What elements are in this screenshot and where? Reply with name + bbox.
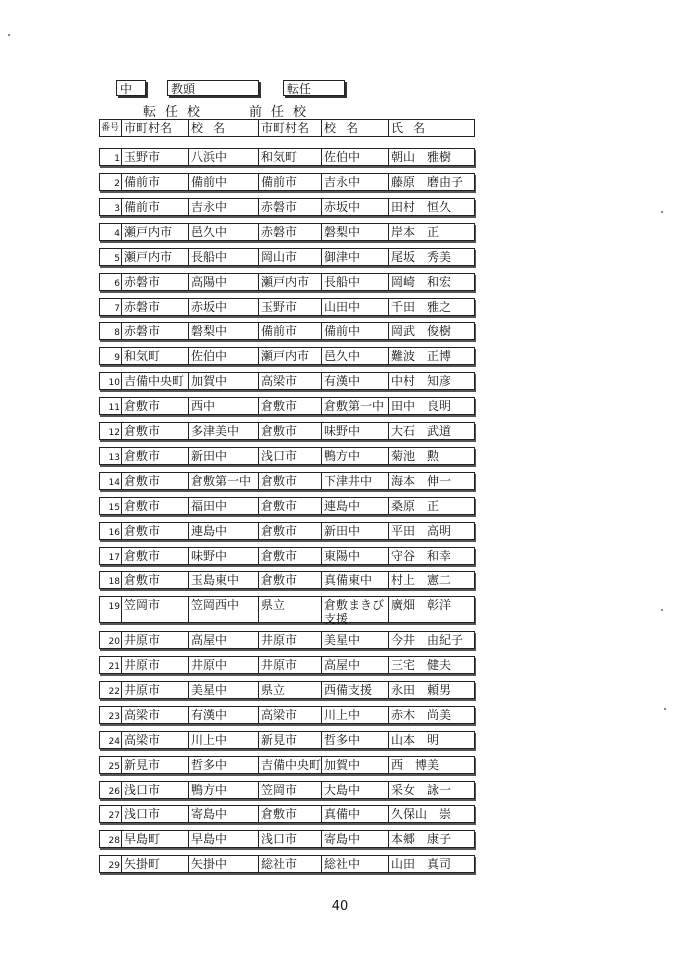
column-header-row (99, 119, 475, 137)
name-cell: 桑原 正 (388, 498, 474, 514)
name-cell: 田村 恒久 (388, 199, 474, 215)
prev-school-cell: 総社中 (321, 856, 388, 872)
table-row (99, 298, 475, 316)
table-row (99, 497, 475, 515)
prev-school-cell: 真備中 (321, 806, 388, 822)
prev-municipality-cell: 浅口市 (258, 831, 321, 847)
prev-school-cell: 山田中 (321, 299, 388, 315)
table-row (99, 522, 475, 540)
row-number: 11 (108, 403, 120, 413)
column-header-name: 氏名 (388, 120, 474, 136)
prev-municipality-cell: 玉野市 (258, 299, 321, 315)
name-cell: 千田 雅之 (388, 299, 474, 315)
row-number: 2 (114, 179, 120, 189)
new-municipality-cell: 高梁市 (121, 707, 188, 723)
row-number: 22 (108, 687, 120, 697)
new-school-cell: 新田中 (188, 448, 258, 464)
prev-school-cell: 真備東中 (321, 572, 388, 588)
new-municipality-cell: 赤磐市 (121, 299, 188, 315)
row-number: 3 (114, 204, 120, 214)
new-school-cell: 西中 (188, 398, 258, 414)
table-row (99, 830, 475, 848)
new-school-cell: 赤坂中 (188, 299, 258, 315)
name-cell: 岡武 俊樹 (388, 323, 474, 339)
table-row (99, 805, 475, 823)
table-row (99, 681, 475, 699)
new-municipality-cell: 赤磐市 (121, 274, 188, 290)
prev-school-cell: 倉敷第一中 (321, 398, 388, 414)
row-number: 16 (108, 528, 120, 538)
position-box: 教頭 (167, 80, 259, 96)
prev-school-cell: 御津中 (321, 249, 388, 265)
new-school-cell: 高屋中 (188, 632, 258, 648)
row-number: 7 (114, 304, 120, 314)
new-school-cell: 味野中 (188, 548, 258, 564)
prev-school-cell: 赤坂中 (321, 199, 388, 215)
new-school-cell: 寄島中 (188, 806, 258, 822)
prev-municipality-cell: 笠岡市 (258, 782, 321, 798)
new-municipality-cell: 浅口市 (121, 782, 188, 798)
table-row (99, 472, 475, 490)
scan-speck (664, 708, 666, 710)
name-cell: 永田 頼男 (388, 682, 474, 698)
new-school-cell: 美星中 (188, 682, 258, 698)
prev-municipality-cell: 倉敷市 (258, 473, 321, 489)
prev-school-cell: 加賀中 (321, 757, 388, 773)
row-number: 17 (108, 553, 120, 563)
name-cell: 廣畑 彰洋 (388, 597, 474, 622)
table-row (99, 223, 475, 241)
prev-school-cell: 佐伯中 (321, 149, 388, 165)
prev-municipality-cell: 倉敷市 (258, 398, 321, 414)
new-school-cell: 哲多中 (188, 757, 258, 773)
new-school-section-label: 転任校 (143, 105, 210, 120)
table-row (99, 273, 475, 291)
name-cell: 中村 知彦 (388, 373, 474, 389)
column-header-number: 番号 (101, 123, 120, 133)
prev-school-cell: 連島中 (321, 498, 388, 514)
new-school-cell: 加賀中 (188, 373, 258, 389)
new-school-cell: 吉永中 (188, 199, 258, 215)
prev-school-cell: 鴨方中 (321, 448, 388, 464)
new-municipality-cell: 赤磐市 (121, 323, 188, 339)
new-municipality-cell: 浅口市 (121, 806, 188, 822)
row-number: 1 (114, 154, 120, 164)
new-school-cell: 高陽中 (188, 274, 258, 290)
row-number: 28 (108, 836, 120, 846)
new-municipality-cell: 早島町 (121, 831, 188, 847)
prev-school-cell: 西備支援 (321, 682, 388, 698)
row-number: 4 (114, 229, 120, 239)
table-row (99, 547, 475, 565)
prev-municipality-cell: 県立 (258, 682, 321, 698)
prev-municipality-cell: 浅口市 (258, 448, 321, 464)
prev-school-cell: 磐梨中 (321, 224, 388, 240)
table-row (99, 855, 475, 873)
prev-school-cell: 味野中 (321, 423, 388, 439)
prev-municipality-cell: 県立 (258, 597, 321, 622)
column-header-prev-municipality: 市町村名 (258, 120, 321, 136)
row-number: 14 (108, 478, 120, 488)
row-number: 10 (108, 378, 120, 388)
new-school-cell: 連島中 (188, 523, 258, 539)
new-municipality-cell: 倉敷市 (121, 423, 188, 439)
prev-municipality-cell: 高梁市 (258, 373, 321, 389)
prev-school-cell: 邑久中 (321, 348, 388, 364)
prev-municipality-cell: 井原市 (258, 632, 321, 648)
row-number: 29 (108, 861, 120, 871)
prev-municipality-cell: 備前市 (258, 323, 321, 339)
name-cell: 平田 高明 (388, 523, 474, 539)
table-row (99, 447, 475, 465)
row-number: 13 (108, 453, 120, 463)
name-cell: 尾坂 秀美 (388, 249, 474, 265)
prev-school-cell: 長船中 (321, 274, 388, 290)
row-number: 26 (108, 787, 120, 797)
row-number: 18 (108, 577, 120, 587)
name-cell: 今井 由紀子 (388, 632, 474, 648)
prev-municipality-cell: 倉敷市 (258, 498, 321, 514)
scan-speck (661, 211, 663, 213)
prev-municipality-cell: 倉敷市 (258, 548, 321, 564)
table-row (99, 397, 475, 415)
table-row (99, 198, 475, 216)
table-row (99, 756, 475, 774)
new-school-cell: 福田中 (188, 498, 258, 514)
prev-municipality-cell: 瀬戸内市 (258, 274, 321, 290)
new-municipality-cell: 井原市 (121, 632, 188, 648)
table-row (99, 322, 475, 340)
new-school-cell: 磐梨中 (188, 323, 258, 339)
new-school-cell: 備前中 (188, 174, 258, 190)
new-municipality-cell: 新見市 (121, 757, 188, 773)
row-number: 12 (108, 428, 120, 438)
prev-municipality-cell: 岡山市 (258, 249, 321, 265)
prev-school-cell: 哲多中 (321, 732, 388, 748)
prev-municipality-cell: 新見市 (258, 732, 321, 748)
previous-school-section-label: 前任校 (249, 105, 316, 120)
table-row (99, 347, 475, 365)
new-municipality-cell: 吉備中央町 (121, 373, 188, 389)
row-number: 19 (108, 602, 120, 612)
name-cell: 山本 明 (388, 732, 474, 748)
new-municipality-cell: 矢掛町 (121, 856, 188, 872)
name-cell: 本郷 康子 (388, 831, 474, 847)
prev-municipality-cell: 備前市 (258, 174, 321, 190)
row-number: 25 (108, 762, 120, 772)
new-municipality-cell: 備前市 (121, 199, 188, 215)
name-cell: 藤原 磨由子 (388, 174, 474, 190)
new-municipality-cell: 井原市 (121, 682, 188, 698)
new-municipality-cell: 倉敷市 (121, 523, 188, 539)
prev-municipality-cell: 倉敷市 (258, 806, 321, 822)
name-cell: 岡崎 和宏 (388, 274, 474, 290)
name-cell: 難波 正博 (388, 348, 474, 364)
new-municipality-cell: 高梁市 (121, 732, 188, 748)
new-municipality-cell: 倉敷市 (121, 398, 188, 414)
name-cell: 村上 憲二 (388, 572, 474, 588)
new-school-cell: 倉敷第一中 (188, 473, 258, 489)
name-cell: 海本 伸一 (388, 473, 474, 489)
name-cell: 久保山 崇 (388, 806, 474, 822)
new-school-cell: 邑久中 (188, 224, 258, 240)
table-row (99, 631, 475, 649)
prev-school-cell: 有漢中 (321, 373, 388, 389)
prev-municipality-cell: 和気町 (258, 149, 321, 165)
prev-municipality-cell: 赤磐市 (258, 224, 321, 240)
prev-school-cell: 大島中 (321, 782, 388, 798)
prev-municipality-cell: 吉備中央町 (258, 757, 321, 773)
name-cell: 菊池 勲 (388, 448, 474, 464)
name-cell: 守谷 和幸 (388, 548, 474, 564)
scan-speck (8, 34, 10, 36)
name-cell: 西 博美 (388, 757, 474, 773)
prev-municipality-cell: 井原市 (258, 657, 321, 673)
page-number: 40 (331, 899, 349, 914)
name-cell: 田中 良明 (388, 398, 474, 414)
table-row (99, 781, 475, 799)
school-level-box: 中 (116, 80, 146, 96)
prev-municipality-cell: 高梁市 (258, 707, 321, 723)
new-municipality-cell: 井原市 (121, 657, 188, 673)
prev-school-cell: 東陽中 (321, 548, 388, 564)
table-row (99, 372, 475, 390)
prev-municipality-cell: 倉敷市 (258, 423, 321, 439)
name-cell: 岸本 正 (388, 224, 474, 240)
new-school-cell: 矢掛中 (188, 856, 258, 872)
prev-municipality-cell: 倉敷市 (258, 523, 321, 539)
scan-speck (661, 609, 663, 611)
name-cell: 朝山 雅樹 (388, 149, 474, 165)
row-number: 27 (108, 811, 120, 821)
new-school-cell: 有漢中 (188, 707, 258, 723)
row-number: 8 (114, 328, 120, 338)
new-municipality-cell: 倉敷市 (121, 548, 188, 564)
new-school-cell: 玉島東中 (188, 572, 258, 588)
column-header-prev-school: 校名 (321, 120, 388, 136)
name-cell: 三宅 健夫 (388, 657, 474, 673)
new-municipality-cell: 倉敷市 (121, 498, 188, 514)
prev-school-cell: 新田中 (321, 523, 388, 539)
prev-school-cell: 美星中 (321, 632, 388, 648)
prev-school-cell: 備前中 (321, 323, 388, 339)
prev-municipality-cell: 瀬戸内市 (258, 348, 321, 364)
row-number: 15 (108, 503, 120, 513)
table-row (99, 148, 475, 166)
new-school-cell: 佐伯中 (188, 348, 258, 364)
row-number: 9 (114, 353, 120, 363)
name-cell: 山田 真司 (388, 856, 474, 872)
new-municipality-cell: 和気町 (121, 348, 188, 364)
table-row (99, 596, 475, 626)
prev-municipality-cell: 赤磐市 (258, 199, 321, 215)
transfer-type-box: 転任 (283, 80, 345, 96)
new-school-cell: 多津美中 (188, 423, 258, 439)
prev-school-cell: 高屋中 (321, 657, 388, 673)
prev-school-cell: 下津井中 (321, 473, 388, 489)
new-municipality-cell: 玉野市 (121, 149, 188, 165)
row-number: 24 (108, 737, 120, 747)
new-school-cell: 井原中 (188, 657, 258, 673)
new-school-cell: 笠岡西中 (188, 597, 258, 622)
column-header-new-municipality: 市町村名 (121, 120, 188, 136)
table-row (99, 422, 475, 440)
new-school-cell: 長船中 (188, 249, 258, 265)
table-row (99, 731, 475, 749)
prev-school-cell: 寄島中 (321, 831, 388, 847)
prev-school-cell: 川上中 (321, 707, 388, 723)
new-municipality-cell: 瀬戸内市 (121, 249, 188, 265)
name-cell: 大石 武道 (388, 423, 474, 439)
new-school-cell: 早島中 (188, 831, 258, 847)
row-number: 23 (108, 712, 120, 722)
table-row (99, 248, 475, 266)
name-cell: 赤木 尚美 (388, 707, 474, 723)
table-row (99, 173, 475, 191)
new-municipality-cell: 備前市 (121, 174, 188, 190)
new-school-cell: 鴨方中 (188, 782, 258, 798)
prev-school-cell: 吉永中 (321, 174, 388, 190)
row-number: 21 (108, 662, 120, 672)
row-number: 6 (114, 279, 120, 289)
table-row (99, 571, 475, 589)
new-school-cell: 八浜中 (188, 149, 258, 165)
table-row (99, 656, 475, 674)
prev-municipality-cell: 倉敷市 (258, 572, 321, 588)
row-number: 5 (114, 254, 120, 264)
new-municipality-cell: 瀬戸内市 (121, 224, 188, 240)
prev-school-cell: 倉敷まきび支援 (321, 597, 388, 622)
new-municipality-cell: 倉敷市 (121, 572, 188, 588)
prev-municipality-cell: 総社市 (258, 856, 321, 872)
column-header-new-school: 校名 (188, 120, 258, 136)
new-municipality-cell: 笠岡市 (121, 597, 188, 622)
table-row (99, 706, 475, 724)
new-municipality-cell: 倉敷市 (121, 473, 188, 489)
new-school-cell: 川上中 (188, 732, 258, 748)
row-number: 20 (108, 637, 120, 647)
name-cell: 采女 詠一 (388, 782, 474, 798)
new-municipality-cell: 倉敷市 (121, 448, 188, 464)
